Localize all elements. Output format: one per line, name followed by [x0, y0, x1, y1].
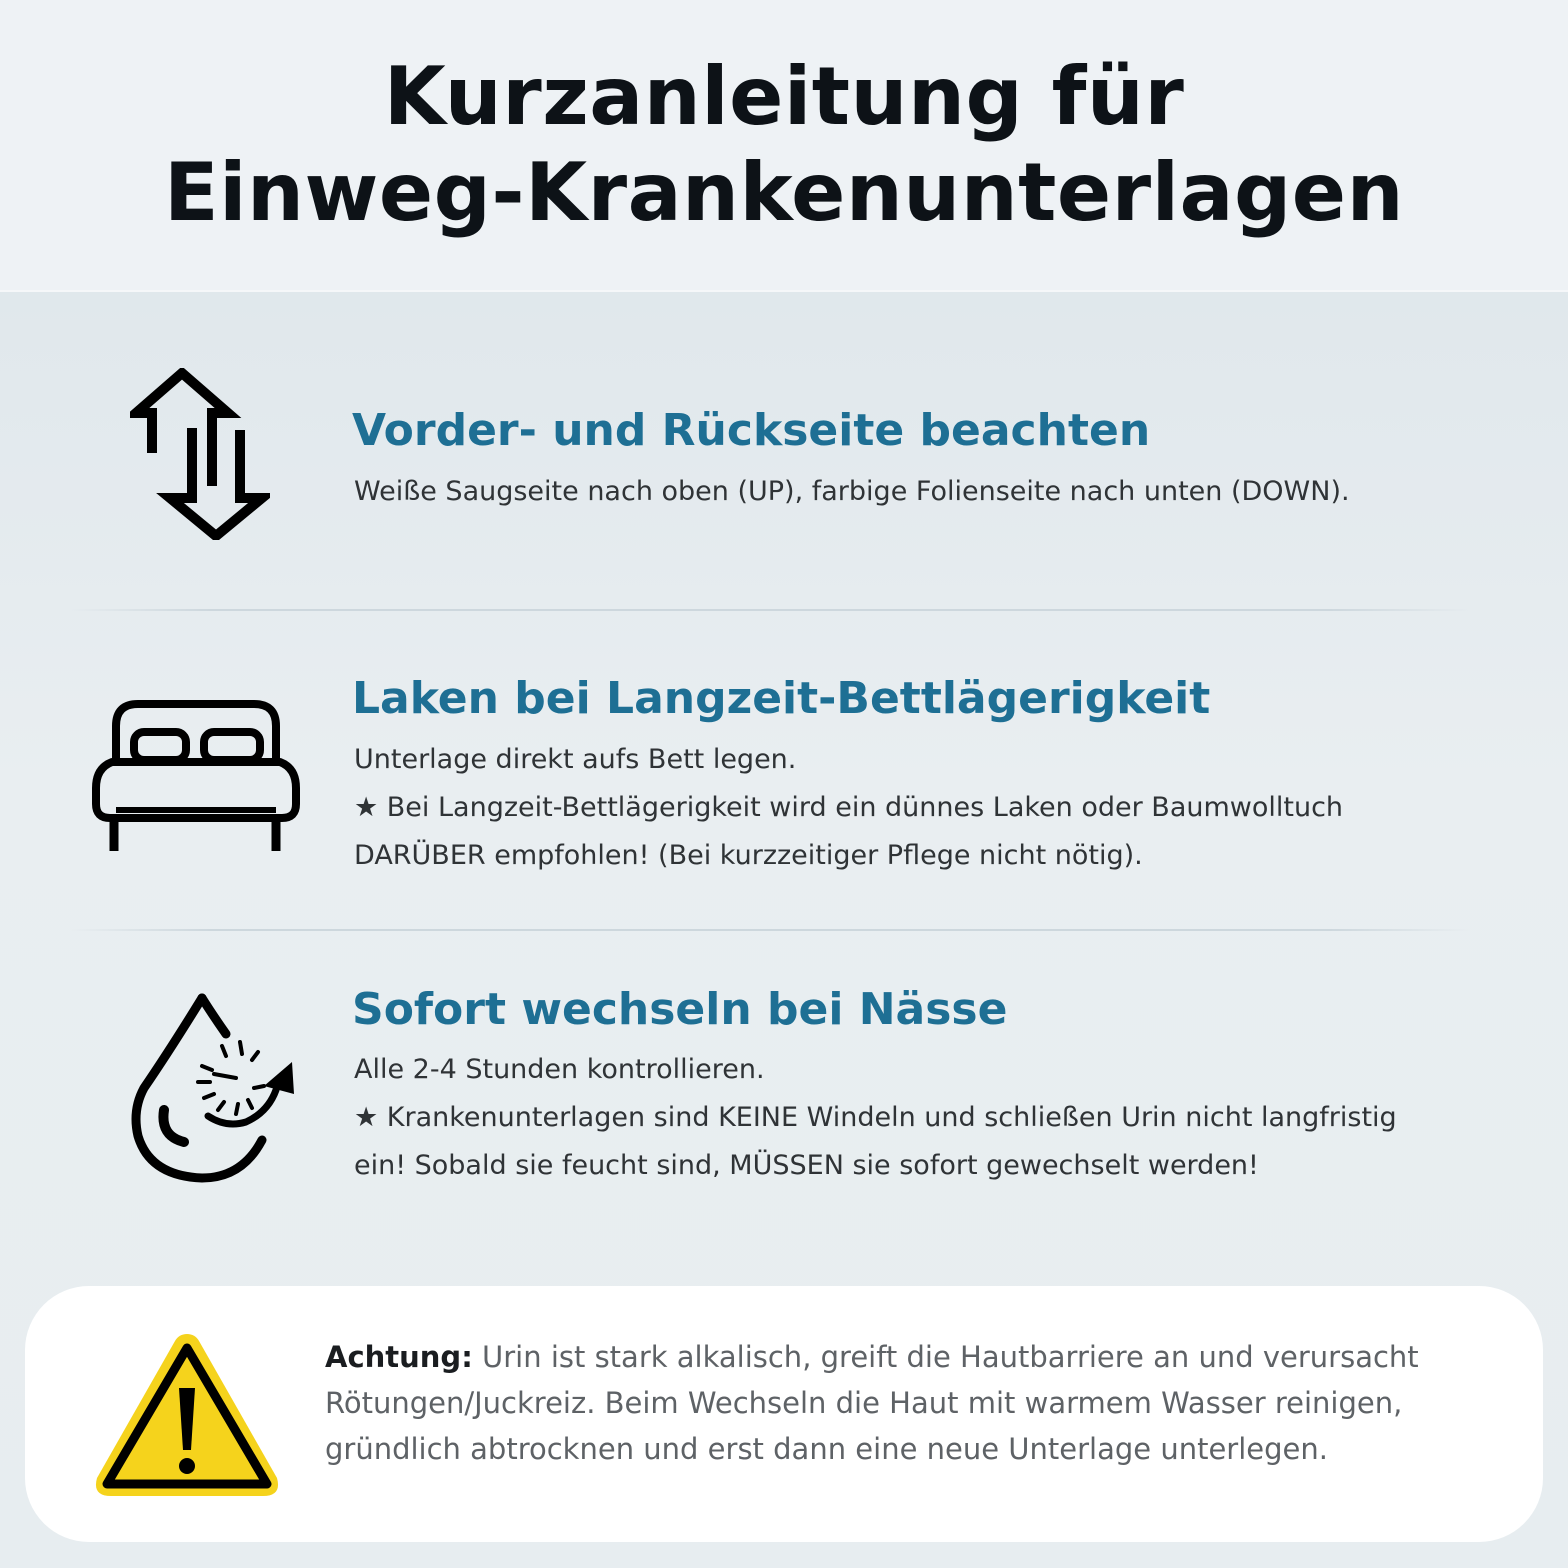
page-title-line-2: Einweg-Krankenunterlagen [163, 146, 1405, 239]
section-text-change [354, 1046, 1494, 1190]
water-drop-timer-icon [130, 990, 300, 1184]
warning-label: Achtung: [325, 1340, 473, 1374]
section-title-sides: Vorder- und Rückseite beachten [352, 405, 1151, 456]
divider [70, 929, 1470, 931]
warning-line-2: Rötungen/Juckreiz. Beim Wechseln die Haut mit warmem Wasser reinigen, [325, 1386, 1403, 1420]
header [0, 0, 1568, 292]
section-text-line: ein! Sobald sie feucht sind, MÜSSEN sie sofort gewechselt werden! [354, 1150, 1259, 1181]
page-title-line-1: Kurzanleitung für [383, 50, 1185, 143]
warning-triangle-icon [91, 1328, 283, 1502]
section-text-line: DARÜBER empfohlen! (Bei kurzzeitiger Pflege nicht nötig). [354, 840, 1143, 871]
section-text-line: Weiße Saugseite nach oben (UP), farbige Folienseite nach unten (DOWN). [354, 476, 1350, 507]
section-text-line: ★ Bei Langzeit-Bettlägerigkeit wird ein dünnes Laken oder Baumwolltuch [354, 792, 1344, 823]
section-title-sheet: Laken bei Langzeit-Bettlägerigkeit [352, 673, 1211, 724]
section-text-sheet [354, 736, 1494, 880]
warning-text [325, 1334, 1485, 1472]
warning-line-1 [325, 1334, 1485, 1380]
divider [70, 609, 1470, 611]
section-text-line: Unterlage direkt aufs Bett legen. [354, 744, 797, 775]
section-text-sides [354, 468, 1494, 516]
warning-card [25, 1286, 1543, 1542]
section-text-line: ★ Krankenunterlagen sind KEINE Windeln und schließen Urin nicht langfristig [354, 1102, 1397, 1133]
section-text-line: Alle 2-4 Stunden kontrollieren. [354, 1054, 765, 1085]
warning-line-3: gründlich abtrocknen und erst dann eine neue Unterlage unterlegen. [325, 1432, 1328, 1466]
warning-line-1-text: Urin ist stark alkalisch, greift die Hautbarriere an und verursacht [472, 1340, 1419, 1374]
section-title-change: Sofort wechseln bei Nässe [352, 984, 1008, 1035]
bed-icon [92, 696, 300, 854]
swap-arrows-icon [130, 368, 270, 540]
